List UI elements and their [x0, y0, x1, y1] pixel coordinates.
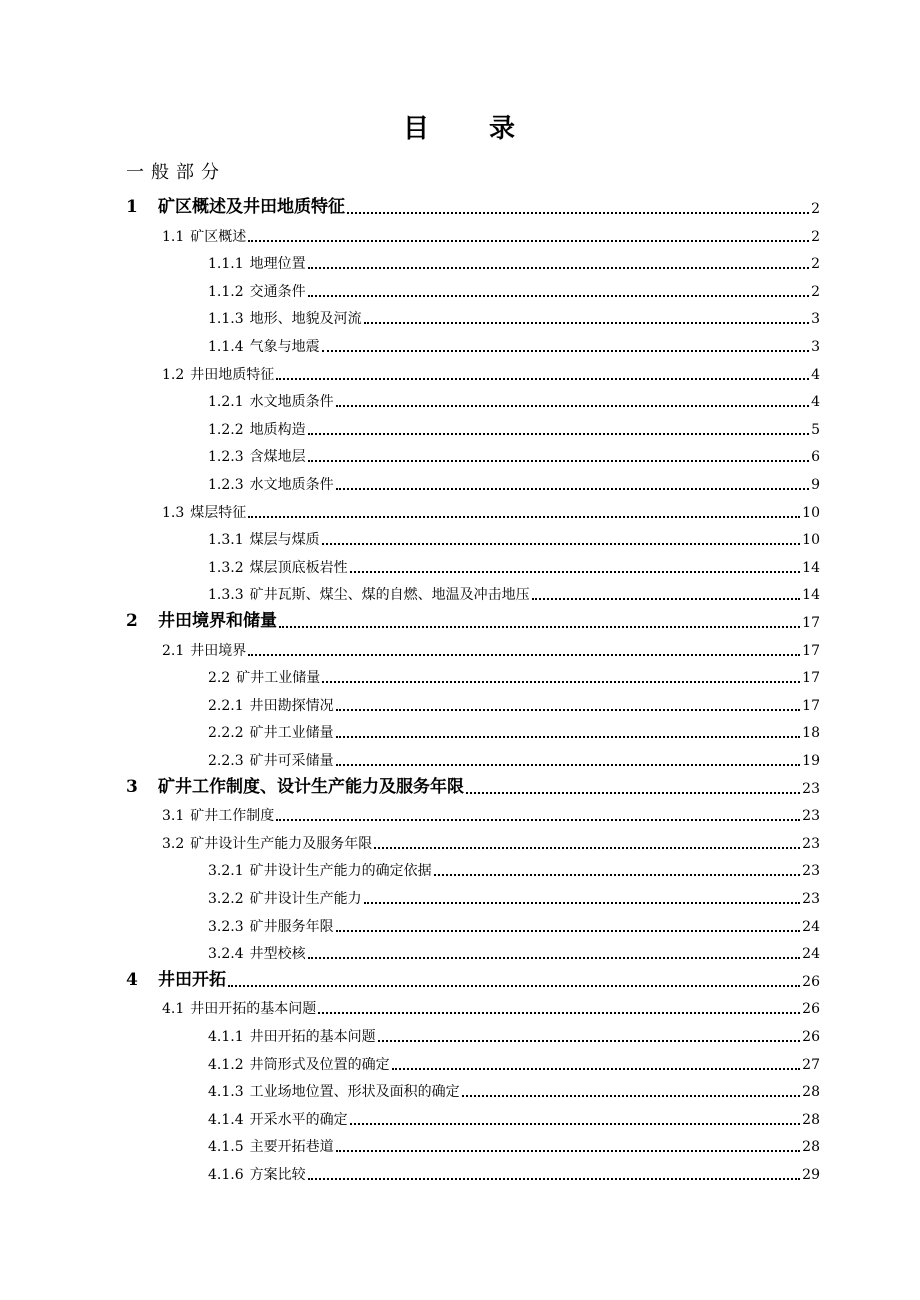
toc-entry-label: 矿区概述及井田地质特征 [158, 197, 345, 217]
toc-leader-dots [378, 1030, 801, 1042]
toc-entry[interactable] [208, 468, 820, 492]
toc-entry[interactable] [208, 1075, 820, 1099]
toc-leader-dots [466, 782, 800, 794]
toc-entry-label: 井田境界和储量 [158, 611, 277, 631]
toc-entry-number: 1.1.3 [208, 311, 244, 328]
toc-entry[interactable] [162, 634, 820, 658]
toc-entry-label: 矿井设计生产能力及服务年限 [190, 835, 373, 852]
toc-entry-label: 井田开拓的基本问题 [190, 1001, 317, 1018]
toc-entry-label: 地形、地貌及河流 [249, 311, 362, 328]
toc-entry-page: 23 [802, 863, 820, 880]
toc-entry-label: 煤层特征 [190, 504, 247, 521]
toc-leader-dots [276, 368, 809, 380]
toc-entry-label: 矿区概述 [190, 228, 247, 245]
toc-entry-label: 井田境界 [190, 642, 247, 659]
toc-entry-label: 煤层与煤质 [249, 532, 320, 549]
toc-entry[interactable] [208, 1048, 820, 1072]
toc-entry-label: 井田勘探情况 [249, 697, 334, 714]
toc-entry-page: 17 [802, 670, 820, 687]
toc-entry-page: 3 [811, 339, 820, 355]
toc-entry-label: 矿井工作制度 [190, 808, 275, 825]
toc-entry-page: 5 [811, 421, 820, 438]
toc-entry[interactable] [208, 523, 820, 547]
toc-leader-dots [322, 340, 809, 352]
toc-entry-page: 19 [802, 753, 820, 769]
toc-entry-page: 26 [802, 1029, 820, 1045]
toc-entry-number: 1.2 [162, 366, 185, 383]
toc-entry-page: 27 [802, 1056, 820, 1073]
toc-entry-number: 1.3.1 [208, 532, 244, 549]
toc-entry-number: 3.2.4 [208, 946, 244, 963]
toc-leader-dots [532, 588, 801, 600]
toc-entry[interactable] [126, 606, 820, 630]
toc-entry-page: 23 [802, 835, 820, 852]
toc-entry-page: 24 [802, 918, 820, 935]
toc-entry-page: 2 [811, 256, 820, 273]
toc-title-char-2: 录 [489, 114, 518, 144]
toc-leader-dots [322, 671, 800, 683]
toc-entry-label: 气象与地震 [249, 339, 320, 355]
toc-entry-page: 2 [811, 228, 820, 245]
toc-leader-dots [276, 809, 800, 821]
toc-entry-label: 矿井瓦斯、煤尘、煤的自燃、地温及冲击地压 [249, 587, 530, 604]
toc-entry-number: 1.3 [162, 504, 185, 521]
toc-entry-page: 26 [802, 973, 820, 990]
toc-entry[interactable] [208, 716, 820, 740]
toc-leader-dots [392, 1058, 801, 1070]
toc-entry-page: 9 [811, 477, 820, 493]
toc-entry-page: 2 [811, 283, 820, 300]
toc-entry-label: 井田开拓 [158, 969, 226, 990]
toc-entry-page: 4 [811, 366, 820, 383]
toc-entry-number: 1.2.1 [208, 394, 244, 411]
toc-entry-label: 矿井工业储量 [249, 725, 334, 742]
toc-leader-dots [308, 1168, 801, 1180]
toc-entry[interactable] [208, 1158, 820, 1182]
toc-leader-dots [308, 257, 809, 269]
toc-entry-number: 1.3.2 [208, 559, 244, 576]
toc-leader-dots [336, 726, 801, 738]
toc-entry[interactable] [208, 551, 820, 575]
toc-entry-page: 23 [802, 780, 820, 797]
toc-entry-number: 1.1 [162, 228, 185, 245]
toc-entry[interactable] [208, 910, 820, 934]
toc-entry-number: 4.1.5 [208, 1139, 244, 1156]
toc-entry-number: 1.2.3 [208, 477, 244, 493]
toc-entry-number: 1.1.1 [208, 256, 244, 273]
toc-entry-number: 3 [126, 776, 138, 797]
toc-entry-label: 煤层顶底板岩性 [249, 559, 348, 576]
toc-entry[interactable] [208, 854, 820, 878]
part-heading: 一般部分 [126, 162, 226, 183]
toc-entry-label: 工业场地位置、形状及面积的确定 [249, 1084, 460, 1101]
toc-entry[interactable] [208, 578, 820, 602]
toc-entry[interactable] [208, 302, 820, 326]
toc-leader-dots [336, 478, 809, 490]
toc-entry-label: 地理位置 [249, 256, 306, 273]
toc-entry-number: 4.1 [162, 1001, 185, 1018]
toc-leader-dots [336, 754, 801, 766]
toc-entry-page: 28 [802, 1139, 820, 1156]
toc-entry-page: 17 [802, 642, 820, 659]
toc-entry[interactable] [208, 247, 820, 271]
toc-entry-number: 1.2.2 [208, 421, 244, 438]
toc-entry[interactable] [208, 1103, 820, 1127]
toc-entry[interactable] [208, 1020, 820, 1044]
toc-entry-number: 4 [126, 969, 138, 990]
toc-entry-page: 24 [802, 946, 820, 963]
toc-entry-page: 2 [811, 201, 820, 217]
toc-leader-dots [322, 533, 801, 545]
toc-leader-dots [248, 506, 800, 518]
toc-entry-number: 4.1.2 [208, 1056, 244, 1073]
toc-leader-dots [228, 975, 800, 987]
toc-entry[interactable] [208, 689, 820, 713]
toc-entry-label: 井型校核 [249, 946, 306, 963]
toc-entry-label: 矿井设计生产能力 [249, 891, 362, 907]
toc-entry-number: 2.2.1 [208, 697, 244, 714]
toc-entry[interactable] [126, 772, 820, 796]
toc-entry-number: 4.1.3 [208, 1084, 244, 1101]
toc-entry-label: 含煤地层 [249, 449, 306, 466]
toc-entry-label: 矿井工作制度、设计生产能力及服务年限 [158, 776, 464, 797]
toc-entry-page: 18 [802, 725, 820, 742]
toc-entry-number: 1 [126, 197, 138, 217]
toc-entry[interactable] [162, 827, 820, 851]
toc-entry-number: 3.2.1 [208, 863, 244, 880]
toc-entry[interactable] [208, 937, 820, 961]
toc-entry-number: 2.1 [162, 642, 185, 659]
toc-leader-dots [248, 230, 809, 242]
toc-entry-page: 28 [802, 1084, 820, 1101]
toc-entry-label: 井田地质特征 [190, 366, 275, 383]
toc-title [0, 108, 920, 145]
toc-leader-dots [336, 1140, 801, 1152]
toc-leader-dots [434, 864, 801, 876]
toc-title-char-1: 目 [402, 114, 431, 144]
toc-entry-number: 1.2.3 [208, 449, 244, 466]
toc-entry-label: 井筒形式及位置的确定 [249, 1056, 390, 1073]
toc-entry-label: 交通条件 [249, 283, 306, 300]
toc-entry-page: 26 [802, 1001, 820, 1018]
toc-leader-dots [308, 450, 809, 462]
toc-entry[interactable] [208, 385, 820, 409]
toc-leader-dots [374, 837, 800, 849]
toc-leader-dots [364, 892, 801, 904]
toc-entry[interactable] [126, 192, 820, 216]
toc-entry-label: 地质构造 [249, 421, 306, 438]
toc-entry[interactable] [162, 992, 820, 1016]
toc-leader-dots [350, 1113, 801, 1125]
toc-entry-number: 4.1.1 [208, 1029, 244, 1045]
toc-leader-dots [336, 699, 801, 711]
toc-entry[interactable] [208, 744, 820, 768]
toc-entry-label: 矿井工业储量 [236, 670, 321, 687]
toc-entry-number: 1.1.2 [208, 283, 244, 300]
toc-entry-page: 23 [802, 808, 820, 825]
toc-entry-number: 3.2.2 [208, 891, 244, 907]
toc-leader-dots [279, 616, 800, 628]
toc-entry[interactable] [208, 661, 820, 685]
toc-entry[interactable] [162, 220, 820, 244]
toc-entry-page: 28 [802, 1111, 820, 1128]
toc-entry-page: 14 [802, 559, 820, 576]
toc-entry-page: 17 [802, 697, 820, 714]
toc-entry-number: 3.2.3 [208, 918, 244, 935]
toc-entry-page: 3 [811, 311, 820, 328]
toc-leader-dots [308, 285, 809, 297]
toc-entry-label: 矿井服务年限 [249, 918, 334, 935]
toc-entry[interactable] [208, 275, 820, 299]
toc-entry-number: 1.3.3 [208, 587, 244, 604]
toc-entry-label: 开采水平的确定 [249, 1111, 348, 1128]
toc-entry-number: 2.2.2 [208, 725, 244, 742]
toc-leader-dots [364, 312, 809, 324]
toc-entry-page: 10 [802, 532, 820, 549]
toc-entry-number: 3.1 [162, 808, 185, 825]
toc-entry[interactable] [208, 882, 820, 906]
toc-entry-number: 2.2.3 [208, 753, 244, 769]
toc-leader-dots [462, 1085, 801, 1097]
toc-leader-dots [308, 947, 801, 959]
toc-entry[interactable] [208, 413, 820, 437]
toc-entry[interactable] [208, 1130, 820, 1154]
toc-entry-label: 方案比较 [249, 1167, 306, 1183]
toc-leader-dots [350, 561, 801, 573]
toc-entry-label: 水文地质条件 [249, 477, 334, 493]
toc-entry[interactable] [162, 496, 820, 520]
toc-leader-dots [336, 395, 809, 407]
toc-entry-page: 6 [811, 449, 820, 466]
toc-entry-label: 水文地质条件 [249, 394, 334, 411]
toc-entry[interactable] [208, 330, 820, 354]
toc-entry-number: 3.2 [162, 835, 185, 852]
toc-entry[interactable] [208, 440, 820, 464]
toc-entry-label: 矿井设计生产能力的确定依据 [249, 863, 432, 880]
toc-entry-page: 4 [811, 394, 820, 411]
toc-leader-dots [308, 423, 809, 435]
toc-leader-dots [248, 644, 800, 656]
toc-entry-page: 14 [802, 587, 820, 604]
toc-entry-number: 2 [126, 611, 138, 631]
toc-entry[interactable] [162, 358, 820, 382]
toc-leader-dots [347, 202, 809, 214]
toc-leader-dots [318, 1002, 800, 1014]
toc-entry-label: 井田开拓的基本问题 [249, 1029, 376, 1045]
toc-entry-page: 17 [802, 615, 820, 631]
toc-entry[interactable] [162, 799, 820, 823]
toc-entry-number: 2.2 [208, 670, 231, 687]
toc-entry-number: 4.1.6 [208, 1167, 244, 1183]
toc-entry-page: 23 [802, 891, 820, 907]
toc-entry[interactable] [126, 965, 820, 989]
toc-entry-number: 4.1.4 [208, 1111, 244, 1128]
toc-entry-label: 主要开拓巷道 [249, 1139, 334, 1156]
toc-entry-page: 10 [802, 504, 820, 521]
toc-entry-label: 矿井可采储量 [249, 753, 334, 769]
toc-entry-number: 1.1.4 [208, 339, 244, 355]
toc-leader-dots [336, 920, 801, 932]
toc-entry-page: 29 [802, 1167, 820, 1183]
